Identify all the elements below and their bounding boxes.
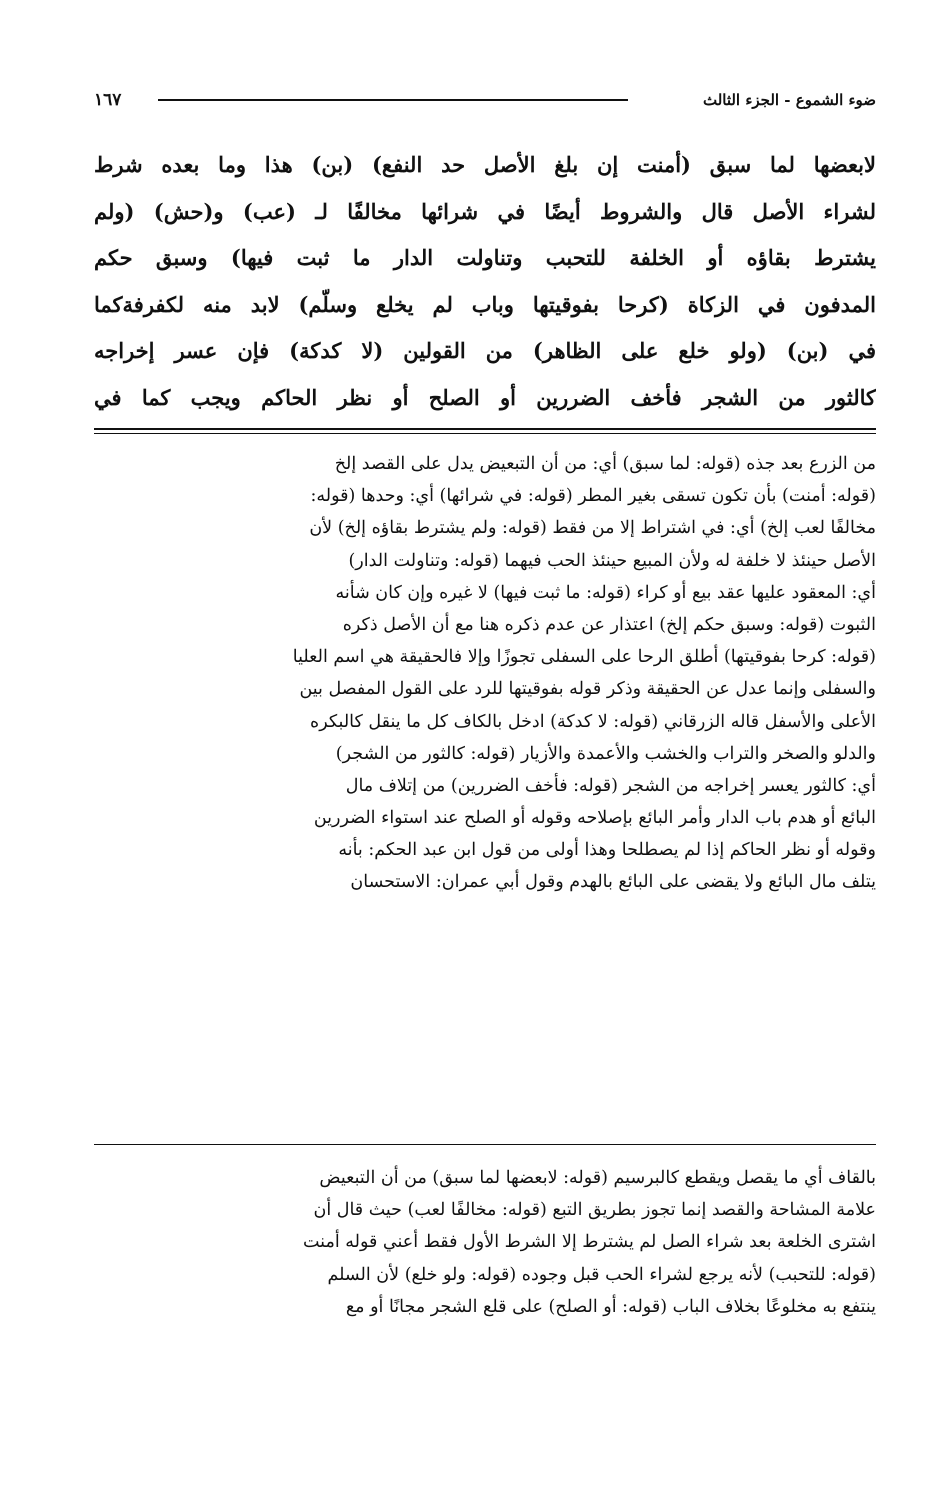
commentary-line: البائع أو هدم باب الدار وأمر البائع بإصلاحه وقوله أو الصلح عند استواء الضررين (313, 808, 876, 829)
section-divider-top-thin (94, 433, 876, 434)
commentary-line: والدلو والصخر والتراب والخشب والأعمدة والأزيار (قوله: كالثور من الشجر) (335, 743, 876, 764)
footnote-line: اشترى الخلعة بعد شراء الصل لم يشترط إلا الشرط الأول فقط أعني قوله أمنت (302, 1232, 876, 1253)
commentary-line: أي: كالثور يعسر إخراجه من الشجر (قوله: فأخف الضررين) من إتلاف مال (345, 775, 876, 796)
commentary-line: (قوله: كرحا بفوقيتها) أطلق الرحا على السفلى تجوزًا وإلا فالحقيقة هي اسم العليا (292, 647, 876, 668)
commentary-line: (قوله: أمنت) بأن تكون تسقى بغير المطر (قوله: في شرائها) أي: وحدها (قوله: (310, 486, 876, 507)
commentary-line: وقوله أو نظر الحاكم إذا لم يصطلحا وهذا أولى من قول ابن عبد الحكم: بأنه (338, 840, 876, 861)
main-text-line: يشترط بقاؤه أو الخلفة للتحبب وتناولت الدار ما ثبت فيها) وسبق حكم (94, 245, 876, 270)
page-number: ١٦٧ (94, 90, 122, 110)
main-text-line: لابعضها لما سبق (أمنت إن بلغ الأصل حد النفع) (بن) هذا وما بعده شرط (94, 152, 876, 177)
main-text-line: المدفون في الزكاة (كرحا بفوقيتها وباب لم يخلع وسلّم) لابد منه لكفرفةكما (94, 291, 876, 317)
commentary-line: أي: المعقود عليها عقد بيع أو كراء (قوله: ما ثبت فيها) لا غيره وإن كان شأنه (335, 582, 876, 603)
section-divider-bottom (94, 1144, 876, 1145)
footnote-line: ينتفع به مخلوعًا بخلاف الباب (قوله: أو الصلح) على قلع الشجر مجانًا أو مع (345, 1296, 876, 1317)
main-text (94, 142, 876, 421)
commentary-line: الأصل حينئذ لا خلفة له ولأن المبيع حينئذ الحب فيهما (قوله: وتناولت الدار) (348, 550, 876, 571)
commentary-line: مخالفًا لعب إلخ) أي: في اشتراط إلا من فقط (قوله: ولم يشترط بقاؤه إلخ) لأن (309, 518, 876, 539)
section-divider-top (94, 428, 876, 430)
commentary-line: والسفلى وإنما عدل عن الحقيقة وذكر قوله بفوقيتها للرد على القول المفصل بين (299, 679, 876, 700)
commentary-line: من الزرع بعد جذه (قوله: لما سبق) أي: من أن التبعيض يدل على القصد إلخ (334, 454, 876, 474)
main-text-line: في (بن) (ولو خلع على الظاهر) من القولين (لا كدكة) فإن عسر إخراجه (94, 338, 876, 363)
running-header (94, 88, 876, 114)
main-text-line: لشراء الأصل قال والشروط أيضًا في شرائها مخالفًا لـ (عب) و(حش) (ولم (94, 198, 876, 224)
footnote-line: (قوله: للتحبب) لأنه يرجع لشراء الحب قبل وجوده (قوله: ولو خلع) لأن السلم (327, 1264, 876, 1285)
commentary-line: الأعلى والأسفل قاله الزرقاني (قوله: لا كدكة) ادخل بالكاف كل ما ينقل كالبكره (310, 711, 876, 732)
footnote-line: بالقاف أي ما يقصل ويقطع كالبرسيم (قوله: لابعضها لما سبق) من أن التبعيض (319, 1168, 876, 1188)
commentary-line: يتلف مال البائع ولا يقضى على البائع بالهدم وقول أبي عمران: الاستحسان (350, 872, 876, 893)
main-text-line: كالثور من الشجر فأخف الضررين أو الصلح أو نظر الحاكم ويجب كما في (94, 384, 876, 410)
commentary-text (94, 448, 876, 899)
header-rule (158, 99, 628, 101)
commentary-line: الثبوت (قوله: وسبق حكم إلخ) اعتذار عن عدم ذكره هنا مع أن الأصل ذكره (342, 614, 876, 635)
header-title: ضوء الشموع - الجزء الثالث (702, 91, 876, 109)
footnote-line: علامة المشاحة والقصد إنما تجوز بطريق التبع (قوله: مخالفًا لعب) حيث قال أن (313, 1200, 876, 1221)
footnote-text (94, 1162, 876, 1323)
